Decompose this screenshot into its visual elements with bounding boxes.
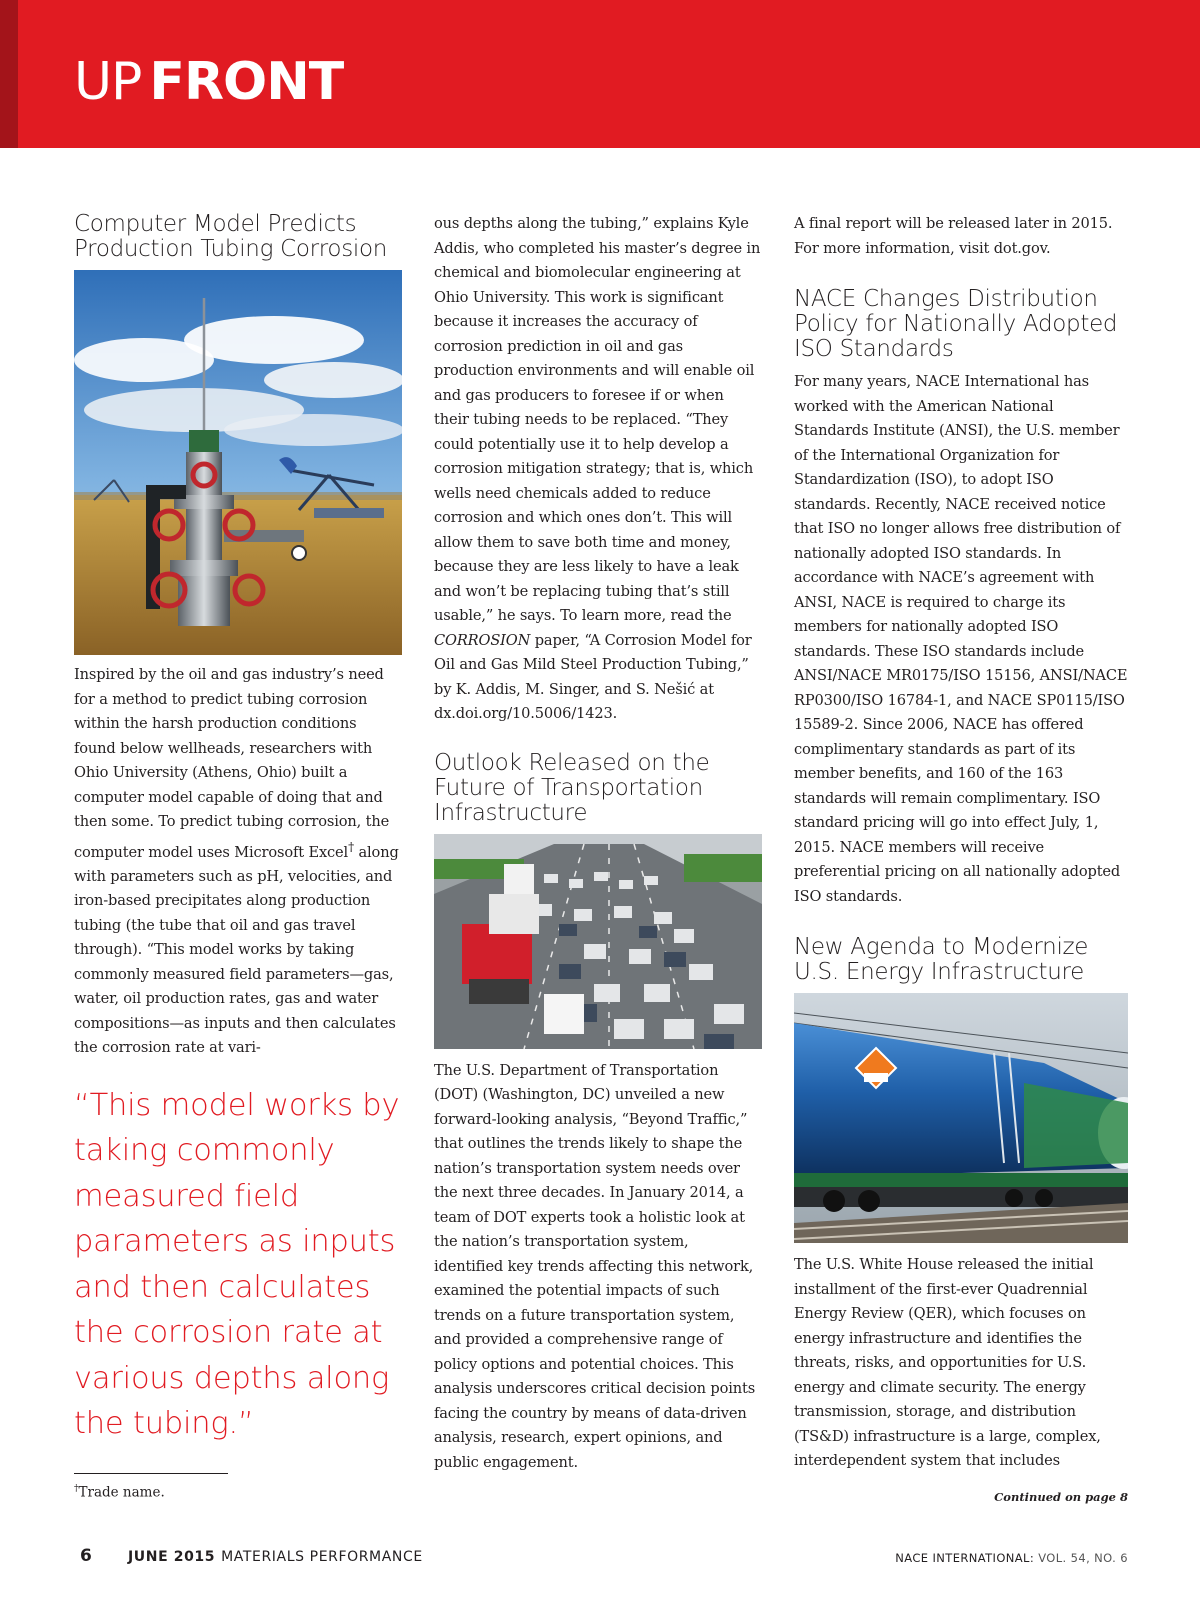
publisher-name: NACE INTERNATIONAL:: [895, 1551, 1035, 1565]
footnote-mark: †: [74, 1483, 79, 1494]
article-body-corrosion-model: [74, 663, 402, 1061]
column-3: [794, 212, 1128, 1504]
pull-quote: “This model works by taking commonly measured field parameters as inputs and then calculates the corrosion rate at various depths along the tubing.”: [74, 1087, 400, 1442]
magazine-name: MATERIALS PERFORMANCE: [221, 1549, 423, 1565]
rail-tank-cars-photo: [794, 993, 1128, 1243]
issue-date: JUNE 2015: [128, 1549, 216, 1565]
wellhead-photo: [74, 270, 402, 655]
journal-name: CORROSION: [434, 631, 531, 649]
article-headline-corrosion-model: Computer Model Predicts Production Tubing Corrosion: [74, 211, 388, 262]
banner-spine: [0, 0, 18, 148]
section-banner: [0, 0, 1200, 148]
section-title-light: UP: [74, 52, 142, 112]
section-title: [74, 52, 343, 112]
issue-info: [128, 1549, 423, 1565]
footnote-divider: [74, 1473, 228, 1474]
article-headline-transportation: Outlook Released on the Future of Transportation Infrastructure: [434, 749, 710, 826]
volume-number: VOL. 54, NO. 6: [1038, 1551, 1128, 1565]
body-text-part-1: Inspired by the oil and gas industry’s need for a method to predict tubing corrosion within the harsh production conditions found below wellheads, researchers with Ohio University (Athens, Ohio) built a computer model capable of doing that and then some. To predict tubing corrosion, the computer model uses Microsoft Excel: [74, 666, 390, 861]
trademark-dagger: †: [348, 839, 354, 854]
page-footer: [80, 1546, 1128, 1570]
column-2: [434, 212, 762, 1475]
publisher-info: [895, 1551, 1128, 1565]
article-body-nace-iso: For many years, NACE International has worked with the American National Standards Institute (ANSI), the U.S. member of the International Organization for Standardization (ISO), to adopt ISO standards. Recently, NACE received notice that ISO no longer allows free distribution of nationally adopted ISO standards. In accordance with NACE’s agreement with ANSI, NACE is required to charge its members for nationally adopted ISO standards. These ISO standards include ANSI/NACE MR0175/ISO 15156, ANSI/NACE RP0300/ISO 16784-1, and NACE SP0115/ISO 15589-2. Since 2006, NACE has offered complimentary standards as part of its member benefits, and 160 of the 163 standards will remain complimentary. ISO standard pricing will go into effect July, 1, 2015. NACE members will receive preferential pricing on all nationally adopted ISO standards.: [794, 373, 1128, 905]
article-body-energy: The U.S. White House released the initial installment of the first-ever Quadrennial Energy Review (QER), which focuses on energy infrastructure and identifies the threats, risks, and opportunities for U.S. energy and climate security. The energy transmission, storage, and distribution (TS&D) infrastructure is a large, complex, interdependent system that includes: [794, 1256, 1101, 1469]
page-number: 6: [80, 1546, 92, 1566]
section-title-bold: FRONT: [149, 52, 344, 112]
article-body-transportation: The U.S. Department of Transportation (DOT) (Washington, DC) unveiled a new forward-looking analysis, “Beyond Traffic,” that outlines the trends likely to shape the nation’s transportation system needs over the next three decades. In January 2014, a team of DOT experts took a holistic look at the nation’s transportation system, identified key trends affecting this network, examined the potential impacts of such trends on a future transportation system, and provided a comprehensive range of policy options and potential choices. This analysis underscores critical decision points facing the country by means of data-driven analysis, research, expert opinions, and public engagement.: [434, 1061, 756, 1471]
column-1: [74, 212, 402, 1500]
article-headline-energy: New Agenda to Modernize U.S. Energy Infrastructure: [794, 934, 1089, 985]
article-continuation-transportation: A final report will be released later in 2015. For more information, visit dot.gov.: [794, 215, 1113, 257]
footnote-text: Trade name.: [78, 1484, 165, 1501]
footnote: [74, 1484, 402, 1501]
body-text-part-2: along with parameters such as pH, velocities, and iron-based precipitates along production tubing (the tube that oil and gas travel through). “This model works by taking commonly measured field parameters—gas, water, oil production rates, gas and water compositions—as inputs and then calculates the corrosion rate at vari-: [74, 843, 399, 1057]
continuation-text-b: paper, “A Corrosion Model for Oil and Gas Mild Steel Production Tubing,” by K. Addis, M. Singer, and S. Nešić at dx.doi.org/10.5006/1423.: [434, 631, 752, 722]
article-headline-nace-iso: NACE Changes Distribution Policy for Nationally Adopted ISO Standards: [794, 286, 1118, 362]
continued-link[interactable]: Continued on page 8: [994, 1489, 1128, 1504]
highway-traffic-photo: [434, 834, 762, 1049]
article-continuation-corrosion-model: [434, 212, 762, 727]
continuation-text-a: ous depths along the tubing,” explains Kyle Addis, who completed his master’s degree in chemical and biomolecular engineering at Ohio University. This work is significant because it increases the accuracy of corrosion prediction in oil and gas production environments and will enable oil and gas producers to foresee if or when their tubing needs to be replaced. “They could potentially use it to help develop a corrosion mitigation strategy; that is, which wells need chemicals added to reduce corrosion and which ones don’t. This will allow them to save both time and money, because they are less likely to have a leak and won’t be replacing tubing that’s still usable,” he says. To learn more, read the: [434, 215, 761, 624]
